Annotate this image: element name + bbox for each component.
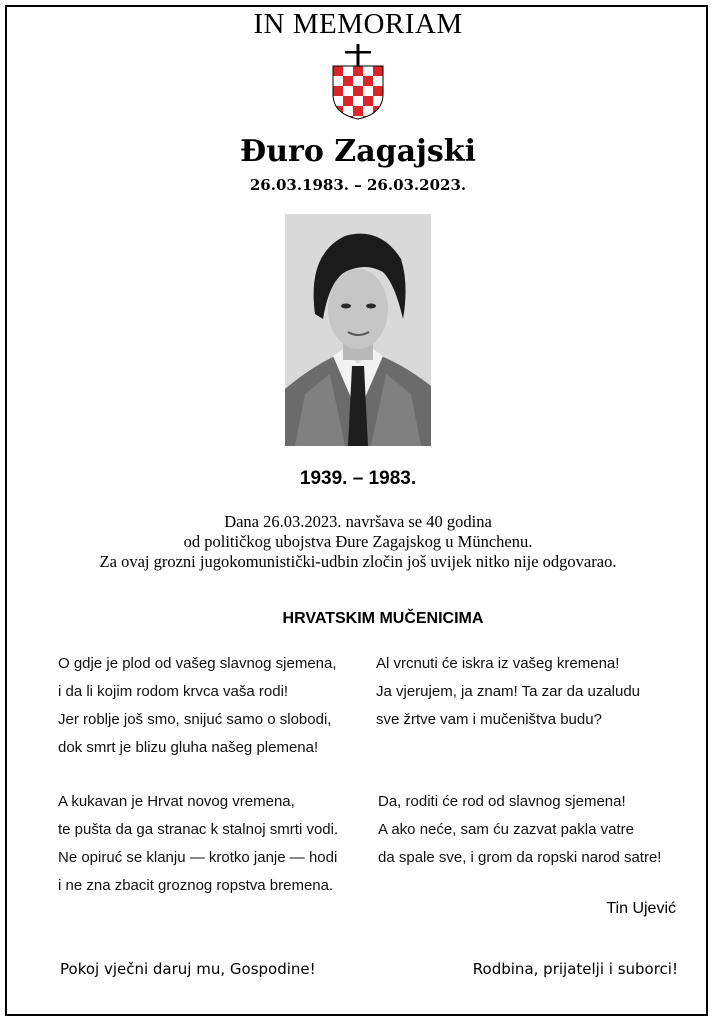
poem-line: Ne opiruć se klanju — krotko janje — hodi bbox=[58, 849, 338, 866]
intro-line: Dana 26.03.2023. navršava se 40 godina bbox=[224, 512, 492, 531]
poem-stanza-4 bbox=[378, 788, 661, 872]
poem-author: Tin Ujević bbox=[606, 900, 676, 917]
portrait-photo-icon bbox=[285, 214, 431, 446]
poem-line: i da li kojim rodom krvca vaša rodi! bbox=[58, 683, 289, 700]
croatian-checkerboard-cross-icon bbox=[331, 44, 385, 120]
poem-line: dok smrt je blizu gluha našeg plemena! bbox=[58, 739, 319, 756]
memorial-heading: IN MEMORIAM bbox=[253, 8, 463, 40]
poem-line: Ja vjerujem, ja znam! Ta zar da uzaludu bbox=[376, 683, 641, 700]
poem-line: Jer roblje još smo, snijuć samo o slobodi, bbox=[58, 711, 332, 728]
poem-line: Da, roditi će rod od slavnog sjemena! bbox=[378, 793, 626, 810]
prayer-text: Pokoj vječni daruj mu, Gospodine! bbox=[60, 960, 316, 978]
poem-line: A ako neće, sam ću zazvat pakla vatre bbox=[378, 821, 634, 838]
poem-line: i ne zna zbacit groznog ropstva bremena. bbox=[58, 877, 334, 894]
poem-line: sve žrtve vam i mučeništva budu? bbox=[376, 711, 602, 728]
poem-title: HRVATSKIM MUČENICIMA bbox=[282, 610, 484, 627]
signature-text: Rodbina, prijatelji i suborci! bbox=[472, 960, 678, 978]
poem-line: A kukavan je Hrvat novog vremena, bbox=[58, 793, 295, 810]
poem-stanza-1 bbox=[58, 650, 337, 762]
poem-stanza-2 bbox=[376, 650, 640, 734]
poem-line: da spale sve, i grom da ropski narod satre! bbox=[378, 849, 662, 866]
poem-line: O gdje je plod od vašeg slavnog sjemena, bbox=[58, 655, 337, 672]
intro-line: od političkog ubojstva Đure Zagajskog u Münchenu. bbox=[183, 532, 533, 551]
poem-stanza-3 bbox=[58, 788, 338, 900]
poem-line: Al vrcnuti će iskra iz vašeg kremena! bbox=[376, 655, 620, 672]
anniversary-dates: 26.03.1983. – 26.03.2023. bbox=[249, 176, 467, 194]
intro-text bbox=[0, 512, 716, 572]
deceased-name: Đuro Zagajski bbox=[240, 134, 476, 169]
life-years: 1939. – 1983. bbox=[299, 468, 417, 489]
intro-line: Za ovaj grozni jugokomunistički-udbin zločin još uvijek nitko nije odgovarao. bbox=[99, 552, 617, 571]
poem-line: te pušta da ga stranac k stalnoj smrti vodi. bbox=[58, 821, 339, 838]
